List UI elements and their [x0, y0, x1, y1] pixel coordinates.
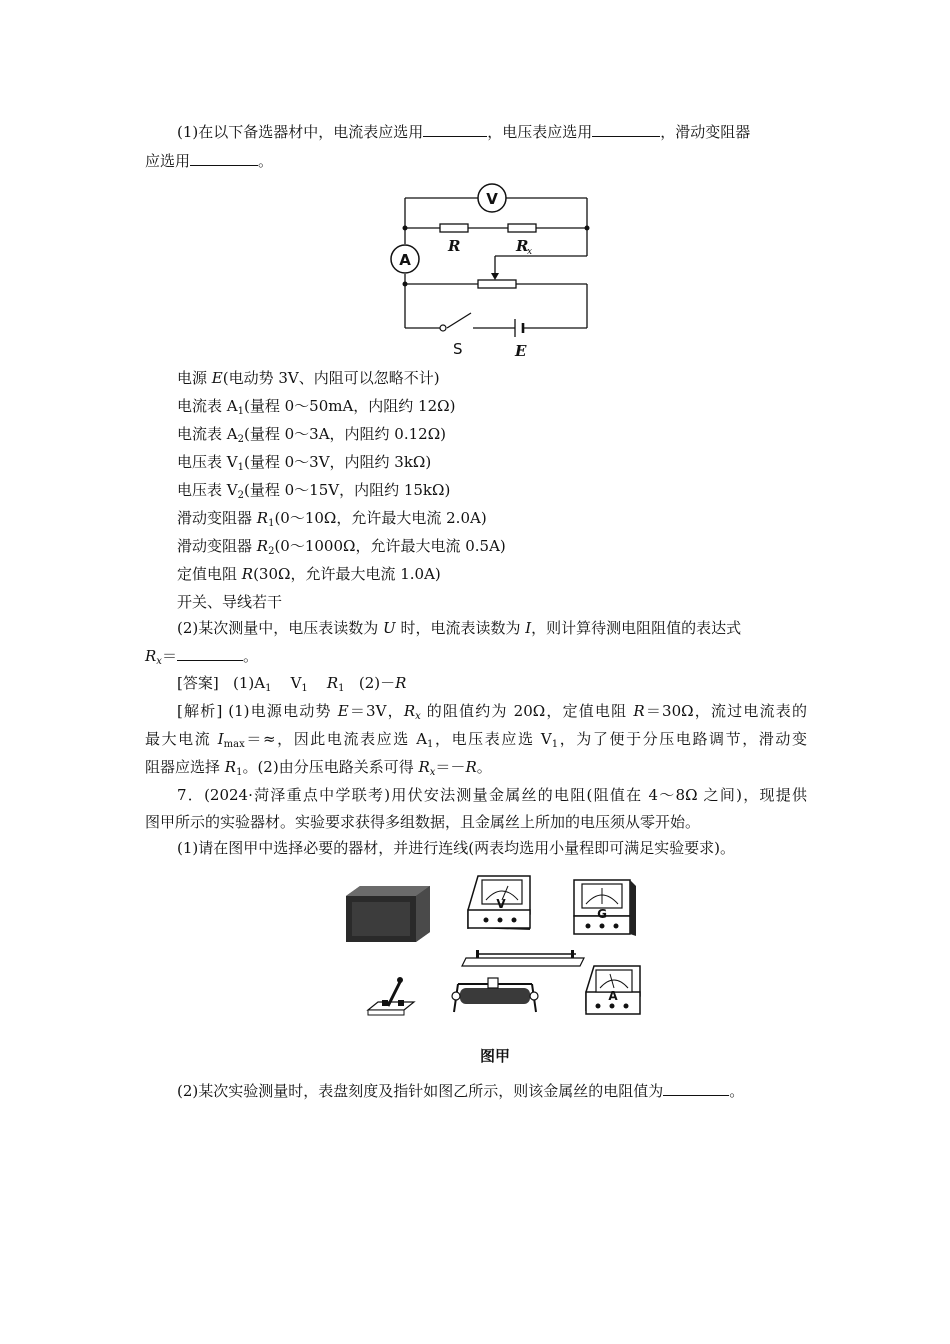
resistor-rx-label: R — [516, 237, 529, 255]
resistor-rx-sub: x — [527, 247, 533, 257]
equipment-item: 电流表 $A_1$(量程 0～50mA，内阻约 12Ω) — [177, 397, 456, 417]
answer-line: [答案] $(1)A_1$ $V_1$ $R_1$ (2)－R — [177, 674, 407, 694]
rheostat-icon — [452, 978, 538, 1012]
knife-switch-icon — [368, 977, 414, 1015]
q2-line-1: (2)某次测量中，电压表读数为 U 时，电流表读数为 I，则计算待测电阻阻值的表达式 — [177, 619, 742, 637]
ammeter-device-icon — [586, 966, 640, 1014]
q1-text: ，滑动变阻器 — [660, 123, 751, 141]
answer-label: [答案] — [177, 674, 219, 692]
q7-line-2: 图甲所示的实验器材。实验要求获得多组数据，且金属丝上所加的电压须从零开始。 — [145, 813, 701, 831]
q1-text: 。 — [258, 152, 274, 170]
slider-arrow-icon — [491, 273, 499, 280]
equipment-item: 电压表 $V_1$(量程 0～3V，内阻约 3kΩ) — [177, 453, 432, 473]
voltmeter-label: V — [486, 190, 498, 208]
resistor-r-label: R — [448, 237, 461, 255]
answer-blank-ammeter[interactable] — [423, 122, 487, 137]
answer-blank-expression[interactable] — [177, 646, 243, 661]
equipment-item: 电流表 $A_2$(量程 0～3A，内阻约 0.12Ω) — [177, 425, 446, 445]
voltmeter-device-label: V — [496, 897, 506, 911]
apparatus-figure — [338, 870, 650, 1040]
equipment-item: 电压表 $V_2$(量程 0～15V，内阻约 15kΩ) — [177, 481, 451, 501]
galvanometer-label: G — [597, 907, 607, 921]
equipment-item: 滑动变阻器 $R_2(0\sim 1000\Omega$，允许最大电流 0.5A) — [177, 537, 506, 557]
ammeter-label: A — [399, 251, 411, 269]
battery-box-icon — [346, 886, 430, 942]
switch-label: S — [453, 340, 463, 358]
voltmeter-device-icon — [468, 876, 530, 930]
analysis-line-1: [解析] (1)电源电动势 E＝3V，$R_x$ 的阻值约为 20Ω，定值电阻 R＝30Ω，流过电流表的 — [177, 702, 807, 722]
q1-line-2 — [145, 151, 807, 171]
equipment-item: 电源 E(电动势 3V、内阻可以忽略不计) — [177, 369, 440, 387]
equipment-item: 滑动变阻器 $R_1(0\sim 10\Omega$，允许最大电流 2.0A) — [177, 509, 487, 529]
equipment-item: 开关、导线若干 — [177, 593, 283, 611]
switch-contact-icon — [440, 325, 446, 331]
battery-label: E — [515, 342, 527, 360]
q7-line-4: (2)某次实验测量时，表盘刻度及指针如图乙所示，则该金属丝的电阻值为 。 — [177, 1082, 745, 1100]
analysis-line-3: 阻器应选择 $R_1$。(2)由分压电路关系可得 $R_x=-R$。 — [145, 758, 492, 778]
circuit-diagram — [385, 180, 605, 362]
q1-text: 应选用 — [145, 152, 191, 170]
q7-line-1: 7．(2024·菏泽重点中学联考)用伏安法测量金属丝的电阻(阻值在 4～8Ω 之间)，现提供 — [177, 786, 807, 804]
analysis-label: [解析] — [177, 702, 223, 720]
answer-blank-voltmeter[interactable] — [592, 122, 660, 137]
galvanometer-icon — [574, 880, 636, 936]
answer-blank-rheostat[interactable] — [190, 151, 258, 166]
ammeter-device-label: A — [608, 989, 618, 1003]
analysis-line-2: 最大电流 $I_{max}=\approx$，因此电流表应选 $A_1$，电压表应选 $V_1$，为了便于分压电路调节，滑动变 — [145, 730, 807, 750]
q1-text: (1)在以下备选器材中，电流表应选用 — [177, 123, 424, 141]
figure-caption: 图甲 — [480, 1047, 511, 1065]
q7-line-3: (1)请在图甲中选择必要的器材，并进行连线(两表均选用小量程即可满足实验要求)。 — [177, 839, 735, 857]
q2-line-2: $R_x=$ 。 — [145, 647, 258, 667]
metal-wire-board-icon — [462, 950, 584, 966]
q1-text: ，电压表应选用 — [487, 123, 593, 141]
equipment-item: 定值电阻 R(30Ω，允许最大电流 1.0A) — [177, 565, 441, 583]
q1-line-1 — [177, 122, 839, 142]
answer-blank-resistance[interactable] — [663, 1081, 729, 1096]
